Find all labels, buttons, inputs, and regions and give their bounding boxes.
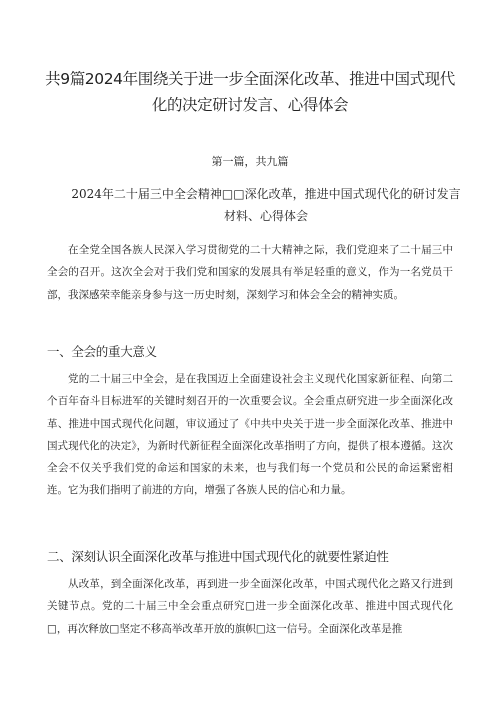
paragraph-urgency: 从改革，到全面深化改革，再到进一步全面深化改革，中国式现代化之路又行进到关键节点。党的二十届三中全会重点研究□进一步全面深化改革、推进中国式现代化□，再次释放□坚定不移高举改革开放的旗帜□这一信号。全面深化改革是推 [47, 578, 453, 635]
paragraph-intro: 在全党全国各族人民深入学习贯彻党的二十大精神之际，我们党迎来了二十届三中全会的召开。这次全会对于我们党和国家的发展具有举足轻重的意义，作为一名党员干部，我深感荣幸能亲身参与这一历史时刻，深刻学习和体会全会的精神实质。 [47, 244, 453, 301]
section-subtitle: 2024年二十届三中全会精神□□深化改革，推进中国式现代化的研讨发言材料、心得体会 [71, 187, 461, 223]
heading-urgency: 二、深刻认识全面深化改革与推进中国式现代化的就要性紧迫性 [47, 549, 389, 564]
document-title: 共9篇2024年围绕关于进一步全面深化改革、推进中国式现代化的决定研讨发言、心得体会 [45, 70, 455, 114]
paragraph-significance: 党的二十届三中全会，是在我国迈上全面建设社会主义现代化国家新征程、向第二个百年奋斗目标进军的关键时刻召开的一次重要会议。全会重点研究进一步全面深化改革、推进中国式现代化问题，审议通过了《中共中央关于进一步全面深化改革、推进中国式现代化的决定》，为新时代新征程全面深化改革指明了方向，提供了根本遵循。这次全会不仅关乎我们党的命运和国家的未来，也与我们每一个党员和公民的命运紧密相连。它为我们指明了前进的方向，增强了各族人民的信心和力量。 [47, 373, 453, 497]
part-label: 第一篇，共九篇 [211, 155, 289, 168]
heading-significance: 一、全会的重大意义 [47, 344, 157, 359]
